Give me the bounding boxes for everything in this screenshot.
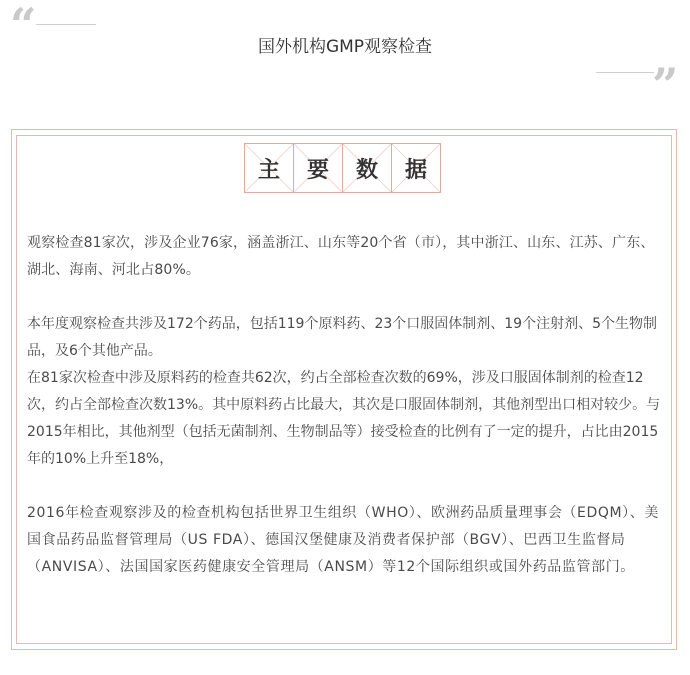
paragraph-drug-products: 本年度观察检查共涉及172个药品，包括119个原料药、23个口服固体制剂、19个注射剂、5个生物制品，及6个其他产品。 — [27, 316, 657, 359]
heading-cell — [391, 143, 441, 193]
paragraph-agencies: 2016年检查观察涉及的检查机构包括世界卫生组织（WHO）、欧洲药品质量理事会（EDQM）、美国食品药品监督管理局（US FDA）、德国汉堡健康及消费者保护部（BGV）、巴西卫生监督局（ANVISA）、法国国家医药健康安全管理局（ANSM）等12个国际组织或国外药品监管部门。 — [27, 505, 659, 575]
section-heading — [244, 143, 446, 193]
heading-char: 要 — [306, 157, 329, 183]
quote-divider-bottom — [596, 72, 654, 73]
paragraph-inspection-overview: 观察检查81家次，涉及企业76家，涵盖浙江、山东等20个省（市），其中浙江、山东、江苏、广东、湖北、海南、河北占80%。 — [27, 235, 655, 278]
heading-char: 数 — [355, 157, 378, 183]
paragraph-dosage-forms: 在81家次检查中涉及原料药的检查共62次，约占全部检查次数的69%，涉及口服固体制剂的检查12次，约占全部检查次数13%。其中原料药占比最大，其次是口服固体制剂，其他剂型出口相对较少。与2015年相比，其他剂型（包括无菌制剂、生物制品等）接受检查的比例有了一定的提升，占比由2015年的10%上升至18%， — [27, 370, 661, 467]
open-quote-mark: “ — [10, 0, 37, 52]
heading-cell — [342, 143, 392, 193]
page-title: 国外机构GMP观察检查 — [257, 37, 433, 57]
heading-cell — [293, 143, 343, 193]
close-quote-mark: ” — [652, 58, 679, 112]
heading-char: 主 — [257, 157, 280, 183]
article-body — [27, 230, 663, 581]
heading-char: 据 — [404, 157, 427, 183]
quote-divider-top — [36, 24, 96, 25]
heading-cell — [244, 143, 294, 193]
